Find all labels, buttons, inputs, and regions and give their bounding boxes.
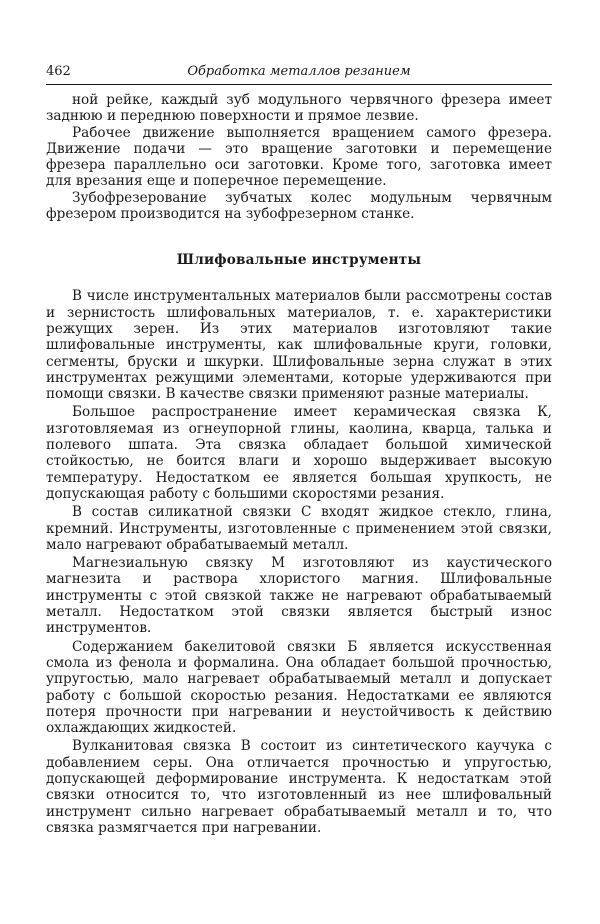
paragraph-vulcanite-bond: Вулканитовая связка В состоит из синтетического каучука с добавлением серы. Она отличается прочностью и упругостью, допускающей деформирование инструмента. К недостаткам этой связки относится то, что изготовленный из нее шлифовальный инструмент сильно нагревает обрабатываемый металл и то, что связка размягчается при нагревании. <box>46 738 552 836</box>
section-grinding-tools <box>46 252 552 836</box>
paragraph-magnesia-bond: Магнезиальную связку М изготовляют из каустического магнезита и раствора хлористого магния. Шлифовальные инструменты с этой связкой также не нагревают обрабатываемый металл. Недостатком этой связки является быстрый износ инструментов. <box>46 555 552 637</box>
page-number: 462 <box>46 64 71 79</box>
paragraph-continuation: ной рейке, каждый зуб модульного червячного фрезера имеет заднюю и переднюю поверхности и прямое лезвие. <box>46 92 552 125</box>
paragraph-bakelite-bond: Содержанием бакелитовой связки Б является искусственная смола из фенола и формалина. Она обладает большой прочностью, упругостью, мало нагревает обрабатываемый металл и допускает работу с большой скоростью резания. Недостатками ее являются потеря прочности при нагревании и неустойчивость к действию охлаждающих жидкостей. <box>46 638 552 737</box>
paragraph-ceramic-bond: Большое распространение имеет керамическая связка К, изготовляемая из огнеупорной глины, каолина, кварца, талька и полевого шпата. Эта связка обладает большой химической стойкостью, не боится влаги и хорошо выдерживает высокую температуру. Недостатком ее является большая хрупкость, не допускающая работу с большими скоростями резания. <box>46 404 552 502</box>
paragraph-materials: В числе инструментальных материалов были рассмотрены состав и зернистость шлифовальных материалов, т. е. характеристики режущих зерен. Из этих материалов изготовляют такие шлифовальные инструменты, как шлифовальные круги, головки, сегменты, бруски и шкурки. Шлифовальные зерна служат в этих инструментах режущими элементами, которые удерживаются при помощи связки. В качестве связки применяют разные материалы. <box>46 288 552 403</box>
page-header <box>46 64 552 85</box>
page-body <box>46 92 552 836</box>
paragraph-silicate-bond: В состав силикатной связки С входят жидкое стекло, глина, кремний. Инструменты, изготовленные с применением этой связки, мало нагревают обрабатываемый металл. <box>46 504 552 553</box>
section-heading: Шлифовальные инструменты <box>176 252 422 269</box>
paragraph-hobbing: Зубофрезерование зубчатых колес модульным червячным фрезером производится на зубофрезерном станке. <box>46 189 552 223</box>
paragraph-working-motion: Рабочее движение выполняется вращением самого фрезера. Движение подачи — это вращение заготовки и перемещение фрезера параллельно оси заготовки. Кроме того, заготовка имеет для врезания еще и поперечное перемещение. <box>46 124 552 190</box>
running-title: Обработка металлов резанием <box>187 64 411 79</box>
